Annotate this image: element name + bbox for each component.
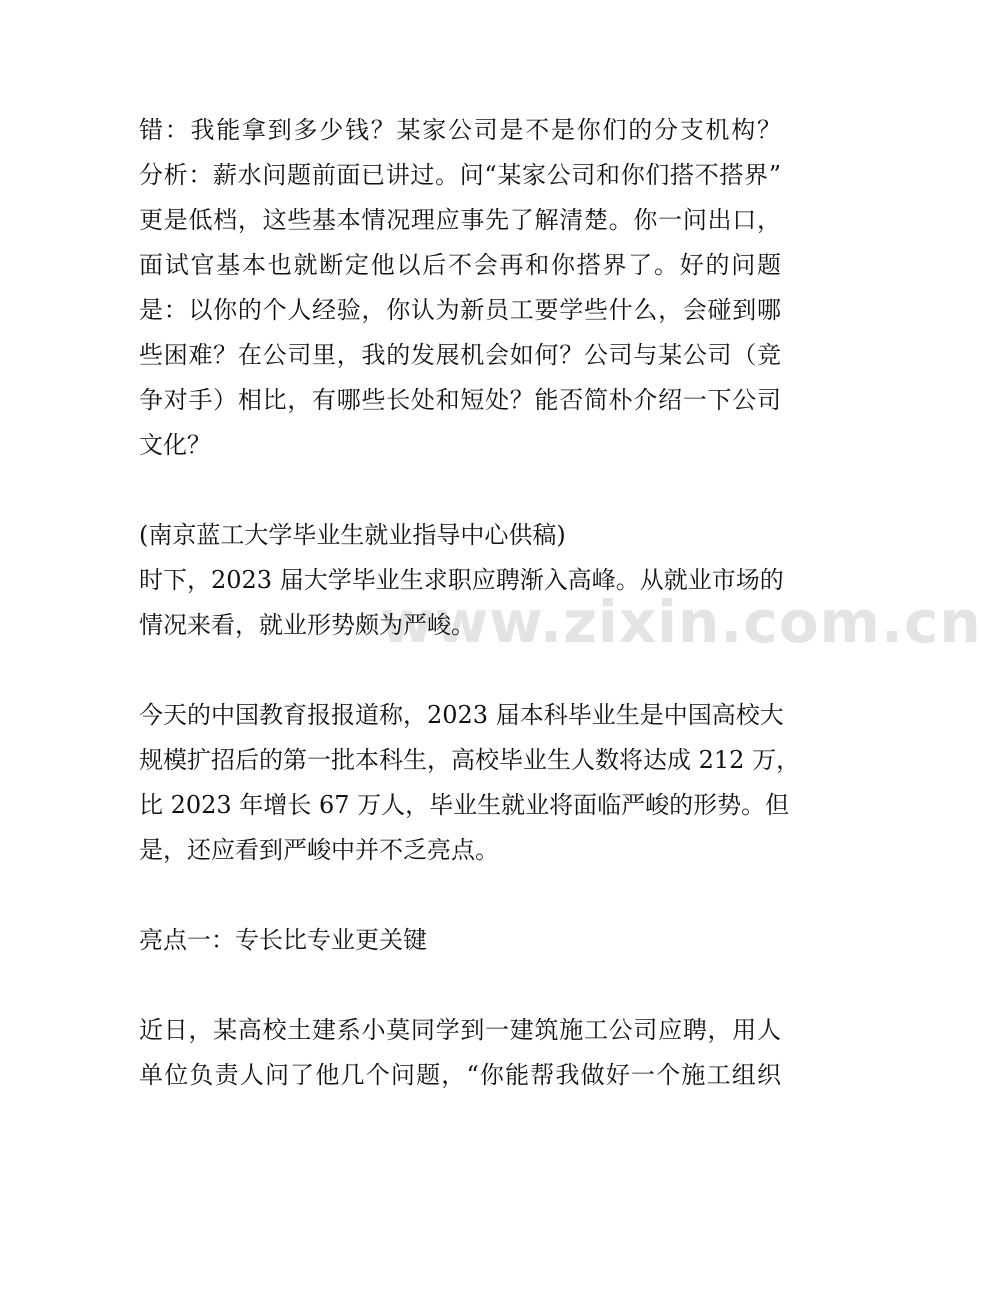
text-line: 比 2023 年增长 67 万人，毕业生就业将面临严峻的形势。但 <box>139 791 790 819</box>
paragraph-gap <box>139 648 781 693</box>
text-line: 是：以你的个人经验，你认为新员工要学些什么，会碰到哪 <box>139 296 781 324</box>
paragraph-gap <box>139 963 781 1008</box>
paragraph-gap <box>139 468 781 513</box>
text-line: 是，还应看到严峻中并不乏亮点。 <box>139 836 499 864</box>
paragraph-news-report <box>139 693 801 873</box>
text-line: 文化？ <box>139 431 211 459</box>
text-line: 今天的中国教育报报道称，2023 届本科毕业生是中国高校大 <box>139 701 784 729</box>
text-line: 面试官基本也就断定他以后不会再和你搭界了。好的问题 <box>139 251 781 279</box>
paragraph-interview-question-analysis <box>139 108 781 468</box>
paragraph-source-and-intro <box>139 513 784 648</box>
text-line: 规模扩招后的第一批本科生，高校毕业生人数将达成 212 万， <box>139 746 801 774</box>
source-credit: (南京蓝工大学毕业生就业指导中心供稿) <box>139 521 566 549</box>
text-line: 争对手）相比，有哪些长处和短处？能否简朴介绍一下公司 <box>139 386 781 414</box>
text-line: 时下，2023 届大学毕业生求职应聘渐入高峰。从就业市场的 <box>139 566 784 594</box>
paragraph-case-story <box>139 1008 781 1098</box>
text-line: 错：我能拿到多少钱？某家公司是不是你们的分支机构？ <box>139 116 781 144</box>
text-line: 情况来看，就业形势颇为严峻。 <box>139 611 475 639</box>
text-line: 些困难？在公司里，我的发展机会如何？公司与某公司（竞 <box>139 341 781 369</box>
text-line: 单位负责人问了他几个问题，“你能帮我做好一个施工组织 <box>139 1061 781 1089</box>
text-line: 分析：薪水问题前面已讲过。问“某家公司和你们搭不搭界” <box>139 161 781 189</box>
text-line: 更是低档，这些基本情况理应事先了解清楚。你一问出口， <box>139 206 781 234</box>
document-page <box>139 108 801 1098</box>
text-line: 近日，某高校土建系小莫同学到一建筑施工公司应聘，用人 <box>139 1016 781 1044</box>
paragraph-gap <box>139 873 781 918</box>
watermark: www.zixin.com.cn <box>380 588 982 656</box>
section-heading: 亮点一：专长比专业更关键 <box>139 926 427 954</box>
